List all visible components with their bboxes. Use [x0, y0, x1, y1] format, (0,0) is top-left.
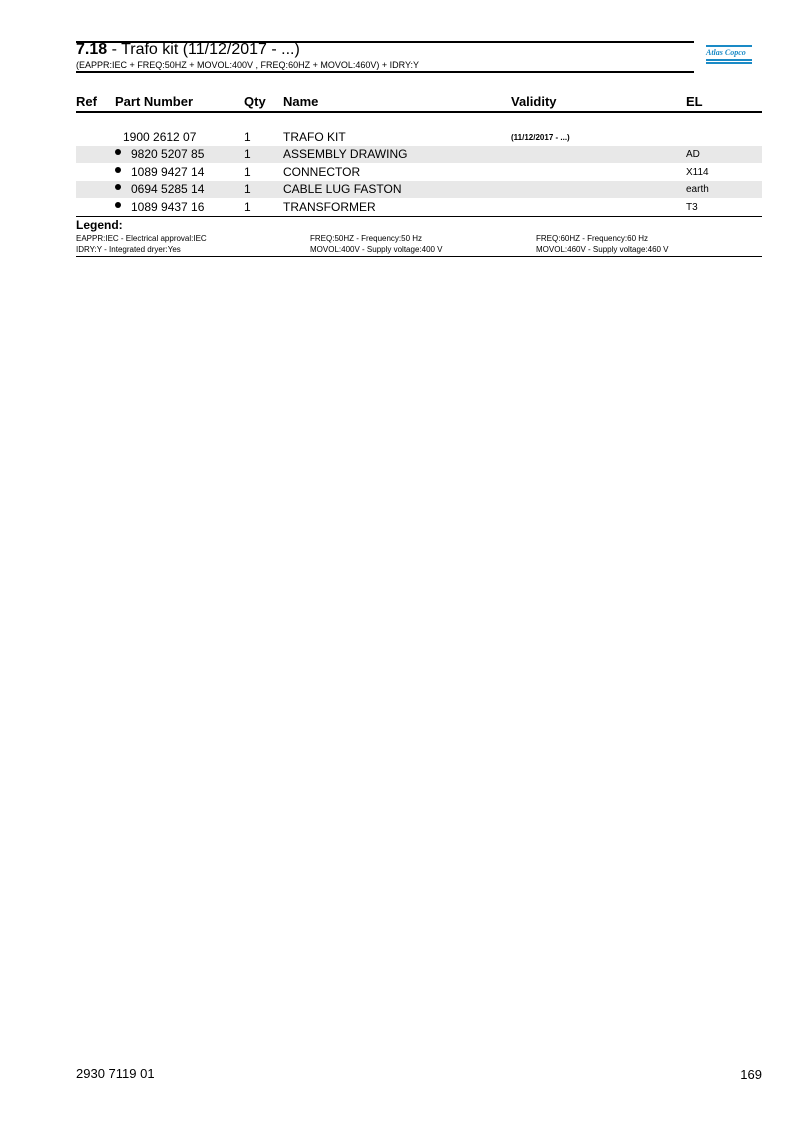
legend-entry: MOVOL:460V - Supply voltage:460 V — [536, 245, 669, 254]
bullet-icon — [115, 167, 121, 173]
quantity: 1 — [244, 130, 251, 144]
quantity: 1 — [244, 165, 251, 179]
part-number: 1089 9427 14 — [131, 165, 205, 179]
table-row — [76, 146, 762, 163]
part-number: 9820 5207 85 — [131, 147, 205, 161]
legend-entry: MOVOL:400V - Supply voltage:400 V — [310, 245, 443, 254]
col-header-part-number: Part Number — [115, 94, 194, 109]
logo-stripe — [706, 59, 752, 61]
validity: (11/12/2017 - ...) — [511, 133, 570, 142]
part-name: ASSEMBLY DRAWING — [283, 147, 408, 161]
bullet-icon — [115, 202, 121, 208]
legend-entry: FREQ:60HZ - Frequency:60 Hz — [536, 234, 649, 243]
legend-bottom-rule — [76, 256, 762, 257]
quantity: 1 — [244, 200, 251, 214]
part-name: CABLE LUG FASTON — [283, 182, 402, 196]
part-name: TRAFO KIT — [283, 130, 346, 144]
col-header-qty: Qty — [244, 94, 266, 109]
part-number: 1900 2612 07 — [123, 130, 197, 144]
table-bottom-rule — [76, 216, 762, 217]
el-code: X114 — [686, 167, 709, 178]
bullet-icon — [115, 184, 121, 190]
part-number: 1089 9437 16 — [131, 200, 205, 214]
page-subtitle: (EAPPR:IEC + FREQ:50HZ + MOVOL:400V , FREQ:60HZ + MOVOL:460V) + IDRY:Y — [76, 60, 419, 70]
el-code: AD — [686, 149, 700, 160]
logo-stripe — [706, 45, 752, 47]
page-title — [76, 41, 300, 59]
legend-entry: IDRY:Y - Integrated dryer:Yes — [76, 245, 181, 254]
part-name: CONNECTOR — [283, 165, 361, 179]
logo-stripe — [706, 62, 752, 64]
legend-entry: EAPPR:IEC - Electrical approval:IEC — [76, 234, 207, 243]
col-header-ref: Ref — [76, 94, 97, 109]
section-number: 7.18 — [76, 41, 108, 58]
legend-entry: FREQ:50HZ - Frequency:50 Hz — [310, 234, 423, 243]
header-bottom-rule — [76, 71, 694, 73]
document-number: 2930 7119 01 — [76, 1066, 155, 1081]
table-header-rule — [76, 111, 762, 113]
part-name: TRANSFORMER — [283, 200, 376, 214]
quantity: 1 — [244, 147, 251, 161]
col-header-el: EL — [686, 94, 703, 109]
table-row — [76, 129, 762, 146]
col-header-validity: Validity — [511, 94, 557, 109]
col-header-name: Name — [283, 94, 319, 109]
page-number: 169 — [740, 1067, 762, 1082]
table-row — [76, 181, 762, 198]
el-code: T3 — [686, 202, 698, 213]
legend-title: Legend: — [76, 218, 123, 232]
quantity: 1 — [244, 182, 251, 196]
part-number: 0694 5285 14 — [131, 182, 205, 196]
bullet-icon — [115, 149, 121, 155]
section-title: - Trafo kit (11/12/2017 - ...) — [111, 41, 300, 58]
table-row — [76, 199, 762, 216]
table-row — [76, 164, 762, 181]
logo-wordmark: Atlas Copco — [706, 48, 746, 57]
el-code: earth — [686, 184, 709, 195]
atlas-copco-logo — [706, 45, 752, 67]
